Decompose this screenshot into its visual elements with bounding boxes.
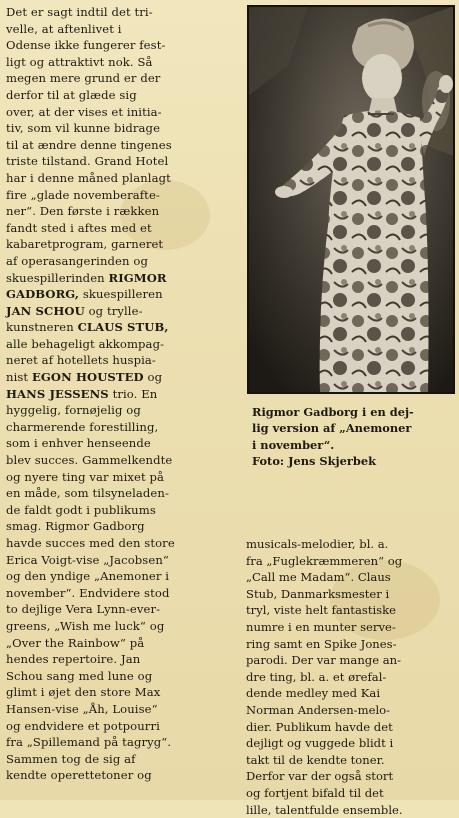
left-column-line: glimt i øjet den store Max xyxy=(6,684,238,701)
right-column-line: numre i en munter serve- xyxy=(246,619,456,636)
left-column-line: Schou sang med lune og xyxy=(6,668,238,685)
left-column-line: hendes repertoire. Jan xyxy=(6,651,238,668)
right-column-line: Norman Andersen-melo- xyxy=(246,702,456,719)
left-column-line: og nyere ting var mixet på xyxy=(6,469,238,486)
left-column-line: ligt og attraktivt nok. Så xyxy=(6,54,238,71)
right-column-line: „Call me Madam“. Claus xyxy=(246,569,456,586)
right-column-line: Stub, Danmarksmester i xyxy=(246,586,456,603)
right-column-line: fra „Fuglekræmmeren“ og xyxy=(246,553,456,570)
left-column-line: af operasangerinden og xyxy=(6,253,238,270)
left-column-line: fandt sted i aftes med et xyxy=(6,220,238,237)
left-column-line: og endvidere et potpourri xyxy=(6,718,238,735)
left-column-line: to dejlige Vera Lynn-ever- xyxy=(6,601,238,618)
left-column-line: kendte operettetoner og xyxy=(6,767,238,784)
left-column-line: kabaretprogram, garneret xyxy=(6,236,238,253)
right-column-line: og fortjent bifald til det xyxy=(246,785,456,802)
left-column-line: Erica Voigt-vise „Jacobsen“ xyxy=(6,552,238,569)
left-column-line: og den yndige „Anemoner i xyxy=(6,568,238,585)
caption-line: Foto: Jens Skjerbek xyxy=(252,453,456,469)
left-column-line: smag. Rigmor Gadborg xyxy=(6,518,238,535)
left-column-line: skuespillerinden RIGMOR xyxy=(6,270,238,287)
left-column-line: derfor til at glæde sig xyxy=(6,87,238,104)
left-column-line: har i denne måned planlagt xyxy=(6,170,238,187)
left-column-line: over, at der vises et initia- xyxy=(6,104,238,121)
right-column-line: parodi. Der var mange an- xyxy=(246,652,456,669)
left-column-line: alle behageligt akkompag- xyxy=(6,336,238,353)
right-column-line: tryl, viste helt fantastiske xyxy=(246,602,456,619)
caption-line: lig version af „Anemoner xyxy=(252,420,456,436)
left-column-line: ner“. Den første i rækken xyxy=(6,203,238,220)
left-column-line: blev succes. Gammelkendte xyxy=(6,452,238,469)
left-column-line: kunstneren CLAUS STUB, xyxy=(6,319,238,336)
left-column-line: tiv, som vil kunne bidrage xyxy=(6,120,238,137)
article-left-column xyxy=(6,4,238,784)
left-column-line: neret af hotellets huspia- xyxy=(6,352,238,369)
right-column-line: musicals-melodier, bl. a. xyxy=(246,536,456,553)
left-column-line: som i enhver henseende xyxy=(6,435,238,452)
right-column-line: dier. Publikum havde det xyxy=(246,719,456,736)
left-column-line: charmerende forestilling, xyxy=(6,419,238,436)
left-column-line: til at ændre denne tingenes xyxy=(6,137,238,154)
right-column-line: Derfor var der også stort xyxy=(246,768,456,785)
left-column-line: Hansen-vise „Åh, Louise“ xyxy=(6,701,238,718)
photo-illustration xyxy=(248,6,454,393)
left-column-line: HANS JESSENS trio. En xyxy=(6,386,238,403)
left-column-line: en måde, som tilsyneladen- xyxy=(6,485,238,502)
left-column-line: hyggelig, fornøjelig og xyxy=(6,402,238,419)
left-column-line: fra „Spillemand på tagryg“. xyxy=(6,734,238,751)
left-column-line: nist EGON HOUSTED og xyxy=(6,369,238,386)
left-column-line: fire „glade novemberafte- xyxy=(6,187,238,204)
left-column-line: triste tilstand. Grand Hotel xyxy=(6,153,238,170)
left-column-line: JAN SCHOU og trylle- xyxy=(6,303,238,320)
left-column-line: megen mere grund er der xyxy=(6,70,238,87)
caption-line: i november“. xyxy=(252,437,456,453)
left-column-line: velle, at aftenlivet i xyxy=(6,21,238,38)
left-column-line: Det er sagt indtil det tri- xyxy=(6,4,238,21)
right-column-line: dre ting, bl. a. et ørefal- xyxy=(246,669,456,686)
caption-line: Rigmor Gadborg i en dej- xyxy=(252,404,456,420)
performer-photo xyxy=(248,6,454,393)
right-column-line: lille, talentfulde ensemble. xyxy=(246,802,456,818)
left-column-line: havde succes med den store xyxy=(6,535,238,552)
left-column-line: greens, „Wish me luck“ og xyxy=(6,618,238,635)
left-column-line: november“. Endvidere stod xyxy=(6,585,238,602)
left-column-line: Odense ikke fungerer fest- xyxy=(6,37,238,54)
photo-caption xyxy=(252,404,456,470)
left-column-line: „Over the Rainbow“ på xyxy=(6,635,238,652)
right-column-line: ring samt en Spike Jones- xyxy=(246,636,456,653)
right-column-line: dejligt og vuggede blidt i xyxy=(246,735,456,752)
right-column-line: dende medley med Kai xyxy=(246,685,456,702)
right-column-line: takt til de kendte toner. xyxy=(246,752,456,769)
left-column-line: de faldt godt i publikums xyxy=(6,502,238,519)
article-right-column xyxy=(246,536,456,818)
left-column-line: GADBORG, skuespilleren xyxy=(6,286,238,303)
left-column-line: Sammen tog de sig af xyxy=(6,751,238,768)
